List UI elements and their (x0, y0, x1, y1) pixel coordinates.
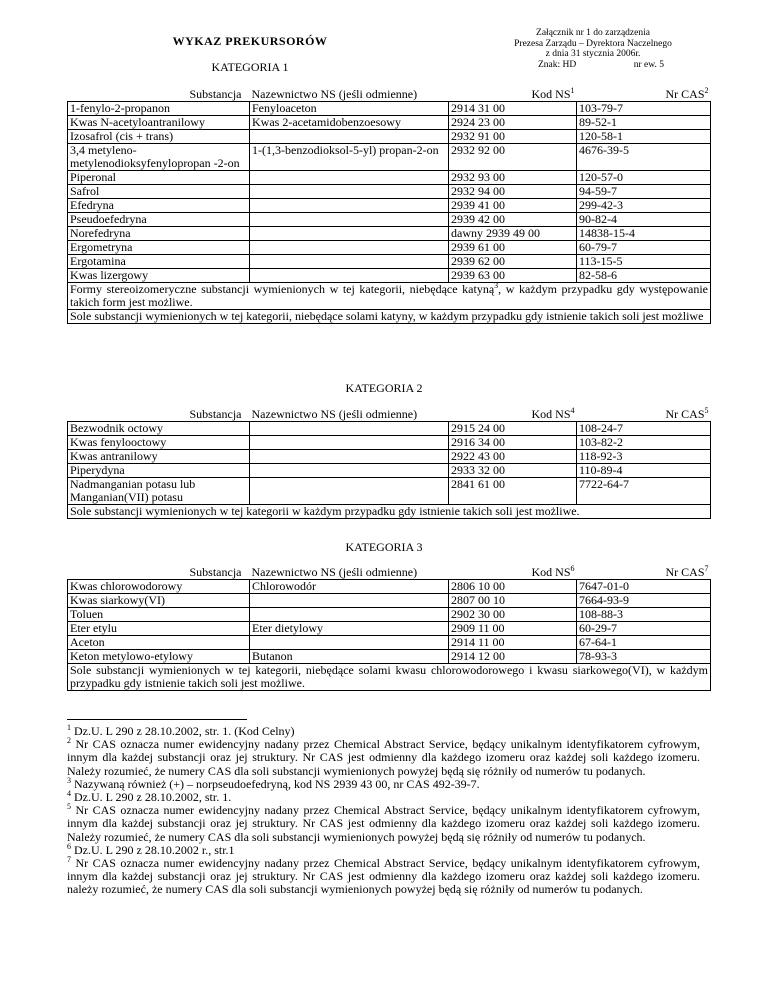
category-2-note: Sole substancji wymienionych w tej kategorii w każdym przypadku gdy istnienie takich soli jest możliwe. (68, 505, 711, 519)
cell-cas: 4676-39-5 (577, 144, 711, 171)
cell-ns-code: dawny 2939 49 00 (449, 227, 577, 241)
footnote (67, 738, 700, 778)
footnote (67, 804, 700, 844)
cell-cas: 7722-64-7 (577, 478, 711, 505)
cell-substance: Ergotamina (68, 255, 250, 269)
table-row (68, 102, 711, 116)
cell-ns-name: Butanon (250, 650, 449, 664)
header-cas: Nr CAS$^7$ (665, 564, 709, 579)
cell-cas: 90-82-4 (577, 213, 711, 227)
cell-ns-code: 2914 11 00 (449, 636, 577, 650)
cell-ns-name (250, 185, 449, 199)
cell-ns-name (250, 171, 449, 185)
cell-cas: 120-58-1 (577, 130, 711, 144)
cell-cas: 7647-01-0 (577, 580, 711, 594)
footnote (67, 857, 700, 897)
cell-ns-code: 2932 91 00 (449, 130, 577, 144)
annex-note (488, 28, 698, 70)
footnote-number: 5 (67, 802, 71, 812)
cell-substance: Izosafrol (cis + trans) (68, 130, 250, 144)
cell-cas: 118-92-3 (577, 450, 711, 464)
footnote-text: Nr CAS oznacza numer ewidencyjny nadany przez Chemical Abstract Service, będący unikalnym identyfikatorem cyfrowym, innym dla każdej substancji oraz jej struktury. Nr CAS jest odmienny dla każdego izomeru oraz każdej soli każdego izomeru. należy rozumieć, że numery CAS dla soli substancji wymienionych powyżej będą się różniły od numerów tu podanych. (67, 856, 700, 897)
category-3-title: KATEGORIA 3 (345, 540, 423, 554)
cell-ns-name (250, 227, 449, 241)
annex-signature (488, 60, 698, 71)
cell-ns-code: 2933 32 00 (449, 464, 577, 478)
table-row (68, 594, 711, 608)
header-substance: Substancja (189, 565, 242, 579)
cell-ns-code: 2902 30 00 (449, 608, 577, 622)
header-ns-code: Kod $NS^6$ (531, 564, 575, 579)
table-row (68, 185, 711, 199)
cell-ns-name: Chlorowodór (250, 580, 449, 594)
table-row (68, 241, 711, 255)
footnote-number: 6 (67, 841, 71, 851)
cell-substance: Kwas fenylooctowy (68, 436, 250, 450)
annex-sign-nr: nr ew. 5 (633, 59, 664, 70)
table-row (68, 580, 711, 594)
cell-substance: Norefedryna (68, 227, 250, 241)
table-row (68, 422, 711, 436)
annex-line-2: Prezesa Zarządu – Dyrektora Naczelnego (514, 38, 672, 49)
category-1-title: KATEGORIA 1 (211, 60, 289, 74)
cell-ns-name (250, 241, 449, 255)
cell-cas: 110-89-4 (577, 464, 711, 478)
cell-ns-code: 2807 00 10 (449, 594, 577, 608)
category-1-note-salts: Sole substancji wymienionych w tej kategorii, niebędące solami katyny, w każdym przypadku gdy istnienie takich soli jest możliwe (68, 310, 711, 324)
cell-substance: Ergometryna (68, 241, 250, 255)
cell-substance: Keton metylowo-etylowy (68, 650, 250, 664)
table-row (68, 650, 711, 664)
cell-ns-name: Kwas 2-acetamidobenzoesowy (250, 116, 449, 130)
cell-substance: Bezwodnik octowy (68, 422, 250, 436)
cell-ns-code: 2939 42 00 (449, 213, 577, 227)
cell-cas: 78-93-3 (577, 650, 711, 664)
cell-substance: Kwas antranilowy (68, 450, 250, 464)
cell-substance: Kwas chlorowodorowy (68, 580, 250, 594)
annex-sign-label: Znak: HD (538, 59, 577, 70)
cell-ns-name (250, 594, 449, 608)
category-3-rows (68, 580, 711, 664)
cell-ns-name (250, 213, 449, 227)
table-row (68, 636, 711, 650)
cell-ns-code: 2939 41 00 (449, 199, 577, 213)
cell-ns-code: 2932 94 00 (449, 185, 577, 199)
cell-substance: 3,4 metyleno-metylenodioksyfenylopropan -2-on (68, 144, 250, 171)
cell-substance: Piperonal (68, 171, 250, 185)
footnote-number: 4 (67, 789, 71, 799)
cell-cas: 7664-93-9 (577, 594, 711, 608)
table-row (68, 436, 711, 450)
annex-line-3: z dnia 31 stycznia 2006r. (545, 49, 641, 59)
cell-ns-code: 2922 43 00 (449, 450, 577, 464)
cell-ns-code: 2914 31 00 (449, 102, 577, 116)
footnote-text: Nr CAS oznacza numer ewidencyjny nadany przez Chemical Abstract Service, będący unikalnym identyfikatorem cyfrowym, innym dla każdej substancji oraz jej struktury. Nr CAS jest odmienny dla każdego izomeru oraz każdej soli każdego izomeru. Należy rozumieć, że numery CAS dla soli substancji wymienionych powyżej będą się różniły od numerów tu podanych. (67, 737, 700, 778)
cell-cas: 103-82-2 (577, 436, 711, 450)
annex-line-1: Załącznik nr 1 do zarządzenia (536, 28, 650, 38)
table-row (68, 116, 711, 130)
cell-cas: 299-42-3 (577, 199, 711, 213)
header-ns-code: Kod $NS^1$ (531, 86, 575, 101)
header-substance: Substancja (189, 407, 242, 421)
cell-ns-code: 2909 11 00 (449, 622, 577, 636)
cell-ns-name (250, 436, 449, 450)
table-row (68, 255, 711, 269)
cell-substance: Nadmanganian potasu lub Manganian(VII) potasu (68, 478, 250, 505)
category-1-rows (68, 102, 711, 283)
cell-substance: Kwas N-acetyloantranilowy (68, 116, 250, 130)
cell-ns-name (250, 269, 449, 283)
table-row (68, 464, 711, 478)
cell-ns-name (250, 199, 449, 213)
cell-substance: Aceton (68, 636, 250, 650)
header-cas: Nr CAS$^5$ (665, 406, 709, 421)
cell-cas: 113-15-5 (577, 255, 711, 269)
header-ns-name: Nazewnictwo NS (jeśli odmienne) (251, 407, 418, 421)
cell-ns-name (250, 464, 449, 478)
cell-substance: Efedryna (68, 199, 250, 213)
cell-ns-name (250, 130, 449, 144)
cell-cas: 94-59-7 (577, 185, 711, 199)
category-1-table (67, 88, 711, 324)
cell-ns-code: 2914 12 00 (449, 650, 577, 664)
cell-ns-name (250, 422, 449, 436)
footnote-text: Dz.U. L 290 z 28.10.2002, str. 1. (Kod Celny) (71, 724, 295, 738)
cell-ns-name (250, 255, 449, 269)
cell-cas: 60-29-7 (577, 622, 711, 636)
document-title: WYKAZ PREKURSORÓW (172, 34, 328, 48)
cell-cas: 108-24-7 (577, 422, 711, 436)
cell-cas: 60-79-7 (577, 241, 711, 255)
cell-substance: 1-fenylo-2-propanon (68, 102, 250, 116)
header-ns-name: Nazewnictwo NS (jeśli odmienne) (251, 87, 418, 101)
category-1-header (68, 88, 711, 102)
footnote-number: 2 (67, 736, 71, 746)
cell-ns-code: 2939 63 00 (449, 269, 577, 283)
table-row (68, 227, 711, 241)
cell-cas: 67-64-1 (577, 636, 711, 650)
cell-ns-name (250, 636, 449, 650)
table-row (68, 478, 711, 505)
cell-cas: 82-58-6 (577, 269, 711, 283)
cell-cas: 108-88-3 (577, 608, 711, 622)
cell-ns-name: Eter dietylowy (250, 622, 449, 636)
cell-ns-name (250, 608, 449, 622)
cell-substance: Eter etylu (68, 622, 250, 636)
category-2-table (67, 408, 711, 519)
footnote-text: Nazywaną również (+) – norpseudoefedryną, kod NS 2939 43 00, nr CAS 492-39-7. (71, 776, 480, 791)
cell-ns-name (250, 478, 449, 505)
cell-ns-code: 2916 34 00 (449, 436, 577, 450)
category-3-table (67, 566, 711, 691)
footnotes (67, 725, 700, 897)
footnote-number: 3 (67, 775, 71, 785)
cell-ns-code: 2915 24 00 (449, 422, 577, 436)
cell-ns-name: Fenyloaceton (250, 102, 449, 116)
cell-cas: 120-57-0 (577, 171, 711, 185)
category-1-note-stereo: Formy stereoizomeryczne substancji wymienionych w tej kategorii, niebędące katyną$^3$, w każdym przypadku gdy występowanie takich form jest możliwe. (68, 283, 711, 310)
cell-ns-code: 2841 61 00 (449, 478, 577, 505)
category-2-header (68, 408, 711, 422)
cell-substance: Kwas lizergowy (68, 269, 250, 283)
cell-ns-code: 2932 92 00 (449, 144, 577, 171)
cell-substance: Safrol (68, 185, 250, 199)
table-row (68, 608, 711, 622)
footnote-text: Dz.U. L 290 z 28.10.2002 r., str.1 (71, 842, 235, 857)
footnote-separator (67, 719, 247, 720)
table-row (68, 144, 711, 171)
table-row (68, 130, 711, 144)
cell-substance: Toluen (68, 608, 250, 622)
footnote-number: 1 (67, 723, 71, 732)
header-cas: Nr CAS$^2$ (665, 86, 709, 101)
cell-ns-code: 2932 93 00 (449, 171, 577, 185)
table-row (68, 213, 711, 227)
footnote-number: 7 (67, 855, 71, 865)
cell-ns-code: 2924 23 00 (449, 116, 577, 130)
cell-ns-name (250, 450, 449, 464)
table-row (68, 450, 711, 464)
footnote-text: Dz.U. L 290 z 28.10.2002, str. 1. (71, 790, 232, 805)
header-substance: Substancja (189, 87, 242, 101)
cell-ns-name: 1-(1,3-benzodioksol-5-yl) propan-2-on (250, 144, 449, 171)
table-row (68, 269, 711, 283)
category-2-rows (68, 422, 711, 505)
cell-cas: 89-52-1 (577, 116, 711, 130)
category-3-header (68, 566, 711, 580)
header-ns-name: Nazewnictwo NS (jeśli odmienne) (251, 565, 418, 579)
cell-cas: 14838-15-4 (577, 227, 711, 241)
category-3-note: Sole substancji wymienionych w tej kategorii, niebędące solami kwasu chlorowodorowego i kwasu siarkowego(VI), w każdym przypadku gdy istnienie takich soli jest możliwe. (68, 664, 711, 691)
cell-cas: 103-79-7 (577, 102, 711, 116)
table-row (68, 199, 711, 213)
cell-substance: Kwas siarkowy(VI) (68, 594, 250, 608)
category-2-title: KATEGORIA 2 (345, 381, 423, 395)
table-row (68, 622, 711, 636)
cell-ns-code: 2939 62 00 (449, 255, 577, 269)
cell-ns-code: 2939 61 00 (449, 241, 577, 255)
table-row (68, 171, 711, 185)
cell-substance: Piperydyna (68, 464, 250, 478)
header-ns-code: Kod $NS^4$ (531, 406, 575, 421)
cell-ns-code: 2806 10 00 (449, 580, 577, 594)
footnote-text: Nr CAS oznacza numer ewidencyjny nadany przez Chemical Abstract Service, będący unikalnym identyfikatorem cyfrowym, innym dla każdej substancji oraz jej struktury. Nr CAS jest odmienny dla każdego izomeru oraz każdej soli każdego izomeru. Należy rozumieć, że numery CAS dla soli substancji wymienionych powyżej będą się różniły od numerów tu podanych. (67, 803, 700, 844)
cell-substance: Pseudoefedryna (68, 213, 250, 227)
